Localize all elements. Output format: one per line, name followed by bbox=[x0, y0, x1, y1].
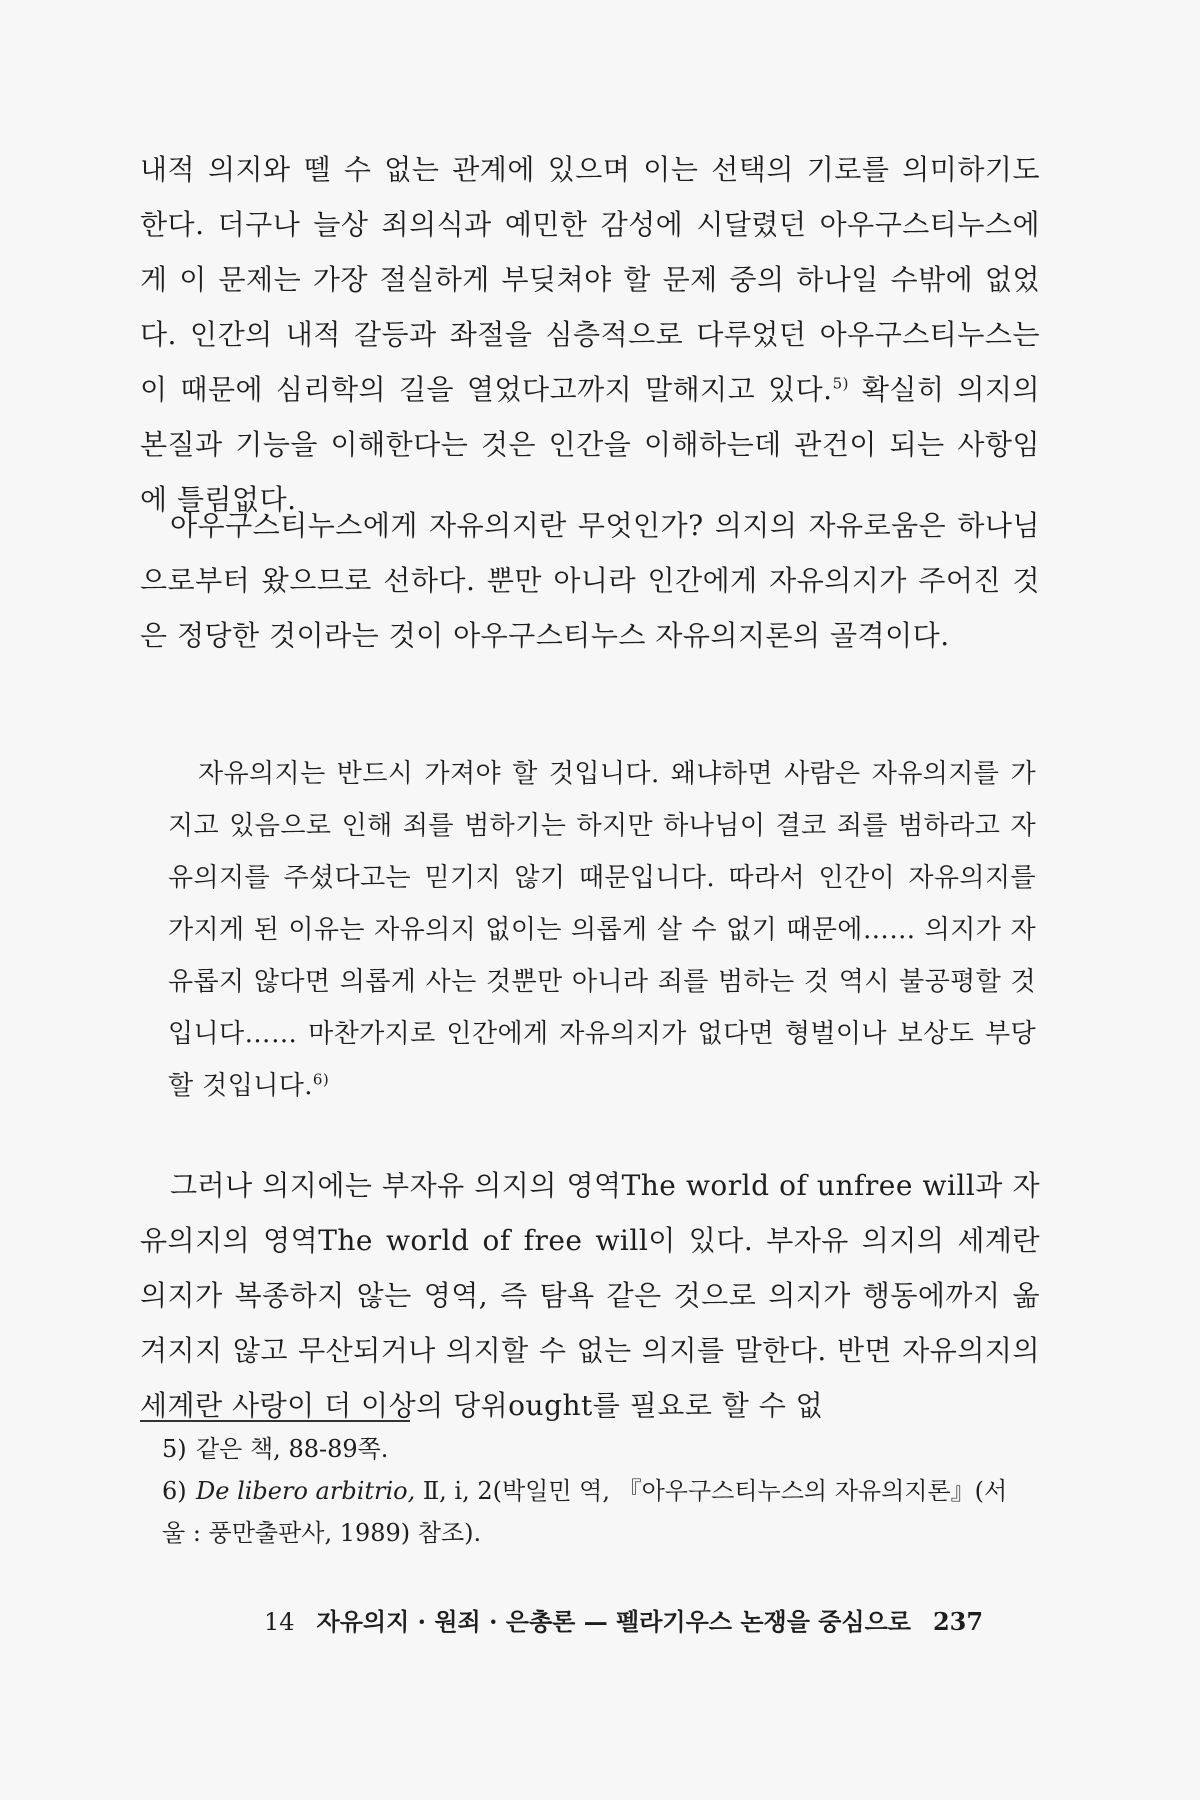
paragraph-text: 그러나 의지에는 부자유 의지의 영역The world of unfree will과 자유의지의 영역The world of free will이 있다. 부자유 의지의 세계란 의지가 복종하지 않는 영역, 즉 탐욕 같은 것으로 의지가 행동에까지 옮겨지지 않고 무산되거나 의지할 수 없는 의지를 말한다. 반면 자유의지의 세계란 사랑이 더 이상의 당위ought를 필요로 할 수 없 bbox=[140, 1169, 1040, 1422]
quote-text: 자유의지는 반드시 가져야 할 것입니다. 왜냐하면 사람은 자유의지를 가지고 있음으로 인해 죄를 범하기는 하지만 하나님이 결코 죄를 범하라고 자유의지를 주셨다고는 믿기지 않기 때문입니다. 따라서 인간이 자유의지를 가지게 된 이유는 자유의지 없이는 의롭게 살 수 없기 때문에…… 의지가 자유롭지 않다면 의롭게 사는 것뿐만 아니라 죄를 범하는 것 역시 불공평할 것입니다…… 마찬가지로 인간에게 자유의지가 없다면 형벌이나 보상도 부당할 것입니다. bbox=[168, 759, 1036, 1101]
footnotes bbox=[162, 1428, 1042, 1554]
footnote-ref-5[interactable]: 5) bbox=[832, 374, 849, 393]
paragraph-text: 내적 의지와 뗄 수 없는 관계에 있으며 이는 선택의 기로를 의미하기도 한다. 더구나 늘상 죄의식과 예민한 감성에 시달렸던 아우구스티누스에게 이 문제는 가장 절실하게 부딪쳐야 할 문제 중의 하나일 수밖에 없었다. 인간의 내적 갈등과 좌절을 심층적으로 다루었던 아우구스티누스는 이 때문에 심리학의 길을 열었다고까지 말해지고 있다. bbox=[140, 153, 1040, 406]
footnote-text: 같은 책, 88-89쪽. bbox=[196, 1435, 389, 1463]
footnote-number: 6) bbox=[162, 1477, 187, 1505]
footnote-work-title: De libero arbitrio, bbox=[196, 1477, 416, 1505]
running-footer bbox=[264, 1602, 1024, 1642]
paragraph-text: 아우구스티누스에게 자유의지란 무엇인가? 의지의 자유로움은 하나님으로부터 왔으므로 선하다. 뿐만 아니라 인간에게 자유의지가 주어진 것은 정당한 것이라는 것이 아우구스티누스 자유의지론의 골격이다. bbox=[140, 509, 1040, 652]
body-paragraph-1 bbox=[140, 142, 1040, 527]
body-paragraph-3 bbox=[140, 1158, 1040, 1433]
footnote-6 bbox=[162, 1470, 1042, 1512]
chapter-title: 자유의지 · 원죄 · 은총론 — 펠라기우스 논쟁을 중심으로 bbox=[316, 1607, 911, 1636]
page-number: 237 bbox=[932, 1607, 984, 1636]
footnote-5 bbox=[162, 1428, 1042, 1470]
chapter-number: 14 bbox=[264, 1608, 295, 1636]
footnote-6-continuation: 울 : 풍만출판사, 1989) 참조). bbox=[162, 1519, 482, 1547]
footnote-ref-6[interactable]: 6) bbox=[312, 1070, 330, 1089]
footnote-number: 5) bbox=[162, 1435, 187, 1463]
footnote-divider bbox=[140, 1420, 410, 1422]
block-quote bbox=[168, 748, 1036, 1112]
paragraph-text-continued: 확실히 의지의 본질과 기능을 이해한다는 것은 인간을 이해하는데 관건이 되는 사항임에 틀림없다. bbox=[140, 373, 1040, 516]
body-paragraph-2 bbox=[140, 498, 1040, 663]
footnote-text: Ⅱ, i, 2(박일민 역, 『아우구스티누스의 자유의지론』(서 bbox=[415, 1477, 1008, 1505]
